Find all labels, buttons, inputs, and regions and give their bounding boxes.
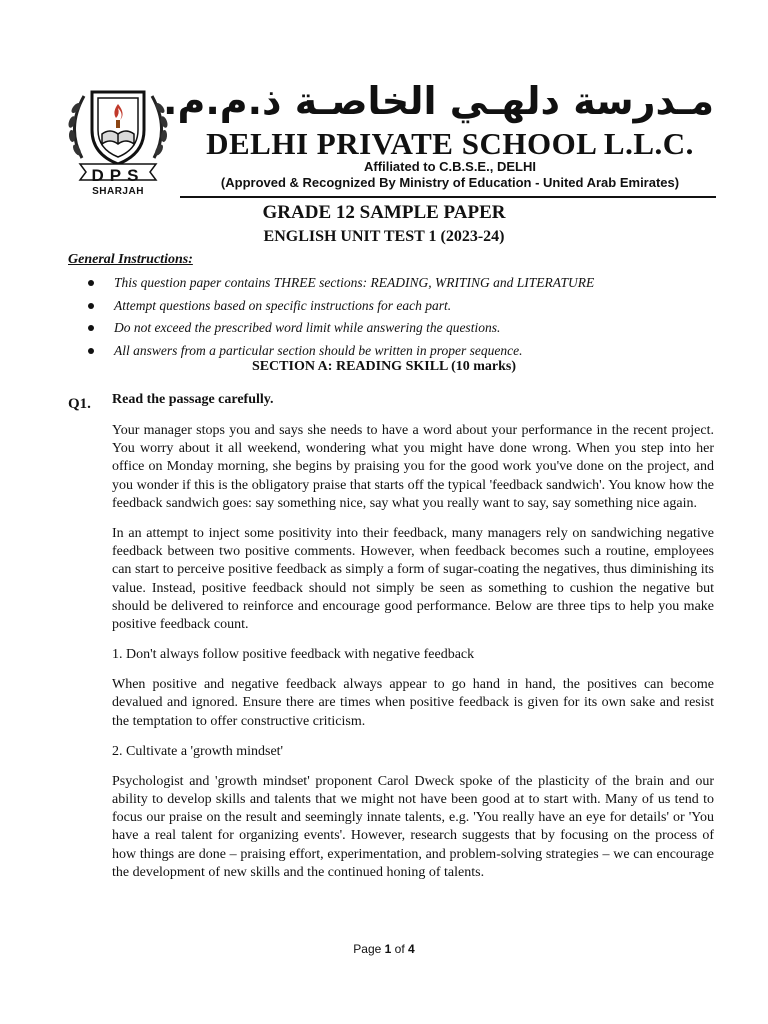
general-instructions-heading: General Instructions: <box>68 252 193 267</box>
header-divider <box>180 196 716 198</box>
passage-paragraph: Your manager stops you and says she needs to have a word about your performance in the recent project. You worry about it all weekend, wondering what you might have done wrong. When you step into her office on Monday morning, she begins by praising you for the good work you've done on the project, and you wonder if this is the obligatory praise that starts off the typical 'feedback sandwich'. You know how the feedback sandwich goes: say something nice, say what you really want to say, say something nice again. <box>112 423 714 511</box>
instruction-item <box>88 272 728 295</box>
bullet-icon <box>88 348 94 354</box>
section-heading: SECTION A: READING SKILL (10 marks) <box>251 359 517 374</box>
page-word: Page <box>353 942 382 956</box>
tip-heading: 2. Cultivate a 'growth mindset' <box>112 743 284 759</box>
instruction-text: Attempt questions based on specific instructions for each part. <box>114 297 452 313</box>
instruction-text: Do not exceed the prescribed word limit while answering the questions. <box>114 320 501 335</box>
instructions-list <box>88 272 728 362</box>
page-current: 1 <box>384 942 392 956</box>
instruction-item <box>88 295 728 318</box>
approval-line: (Approved & Recognized By Ministry of Education - United Arab Emirates) <box>220 175 680 190</box>
bullet-icon <box>88 303 94 309</box>
instruction-text: All answers from a particular section should be written in proper sequence. <box>114 342 523 358</box>
page-footer <box>0 942 768 956</box>
page-total: 4 <box>408 942 415 956</box>
question-instruction: Read the passage carefully. <box>112 392 274 407</box>
instruction-item <box>88 317 728 340</box>
school-crest-logo <box>62 78 174 200</box>
paper-subtitle: ENGLISH UNIT TEST 1 (2023-24) <box>263 228 505 245</box>
passage <box>112 422 714 894</box>
affiliation-line: Affiliated to C.B.S.E., DELHI <box>364 159 536 174</box>
passage-paragraph: Psychologist and 'growth mindset' proponent Carol Dweck spoke of the plasticity of the brain and our ability to develop skills and talents that we might not have been good at to start with. Many of us tend to focus our praise on the result and seemingly innate talents, e.g. 'You really have an eye for details' or 'You have a real talent for organizing events'. However, research suggests that by focusing on the process of how things are done – praising effort, experimentation, and problem-solving strategies – we can encourage the development of new skills and the continued honing of talents. <box>112 773 714 880</box>
school-name-arabic: مـدرسة دلهـي الخاصـة ذ.م.م. <box>163 79 714 123</box>
instruction-text: This question paper contains THREE sections: READING, WRITING and LITERATURE <box>114 275 595 290</box>
of-word: of <box>394 942 405 956</box>
passage-paragraph: In an attempt to inject some positivity into their feedback, many managers rely on sandwiching negative feedback between two positive comments. However, when feedback becomes such a routine, employees can start to perceive positive feedback as simply a form of sugar-coating the negatives, thus diminishing its value. Instead, positive feedback should not simply be seen as something to cushion the negative but should be delivered to reinforce and encourage good performance. Below are three tips to help you make positive feedback count. <box>112 526 714 633</box>
question-number: Q1. <box>68 396 91 412</box>
logo-initials: DPS <box>91 166 145 185</box>
school-name: DELHI PRIVATE SCHOOL L.L.C. <box>206 126 694 161</box>
bullet-icon <box>88 280 94 286</box>
passage-paragraph: When positive and negative feedback always appear to go hand in hand, the positives can become devalued and ignored. Ensure there are times when positive feedback is given for its own sake and resist the temptation to offer constructive criticism. <box>112 677 714 729</box>
bullet-icon <box>88 325 94 331</box>
paper-title: GRADE 12 SAMPLE PAPER <box>262 202 506 223</box>
tip-heading: 1. Don't always follow positive feedback with negative feedback <box>112 647 475 663</box>
logo-city: SHARJAH <box>92 186 144 197</box>
